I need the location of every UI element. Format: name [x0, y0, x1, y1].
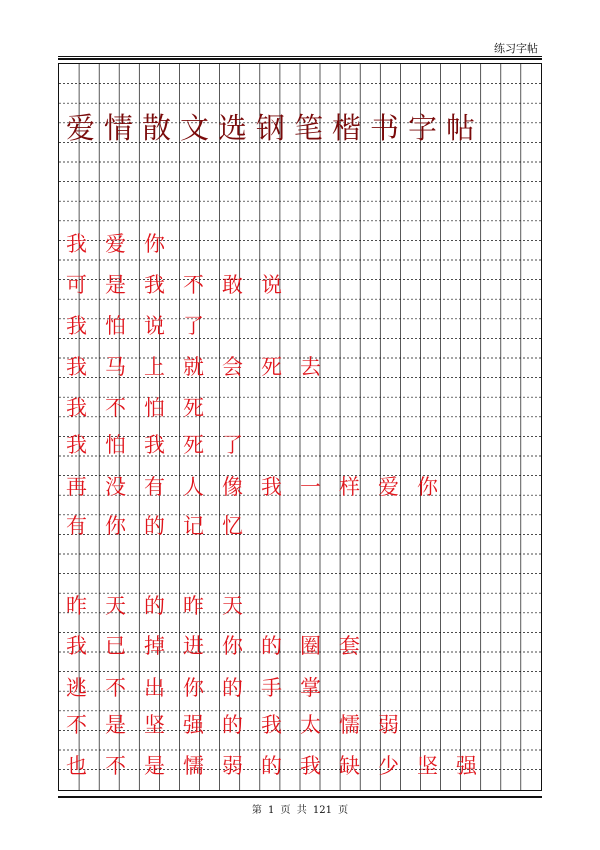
page-title: 爱情散文选钢笔楷书字帖	[66, 111, 485, 145]
poem-line: 不是坚强的我太懦弱	[66, 713, 417, 737]
header-label: 练习字帖	[494, 42, 538, 55]
page-number: 第 1 页 共 121 页	[251, 805, 349, 816]
header-rule-top	[58, 56, 542, 57]
poem-line: 也不是懦弱的我缺少坚强	[66, 754, 495, 778]
poem-line: 我怕我死了	[66, 433, 261, 457]
footer-rule	[58, 796, 542, 798]
poem-line: 可是我不敢说	[66, 273, 300, 297]
poem-line: 我已掉进你的圈套	[66, 634, 378, 658]
poem-line: 逃不出你的手掌	[66, 676, 339, 700]
poem-line: 我马上就会死去	[66, 355, 339, 379]
poem-line: 昨天的昨天	[66, 594, 261, 618]
poem-line: 我不怕死	[66, 396, 222, 420]
header-rule-bottom	[58, 58, 542, 60]
poem-line: 有你的记忆	[66, 514, 261, 538]
poem-line: 我怕说了	[66, 314, 222, 338]
poem-line: 我爱你	[66, 232, 183, 256]
poem-line: 再没有人像我一样爱你	[66, 475, 456, 499]
